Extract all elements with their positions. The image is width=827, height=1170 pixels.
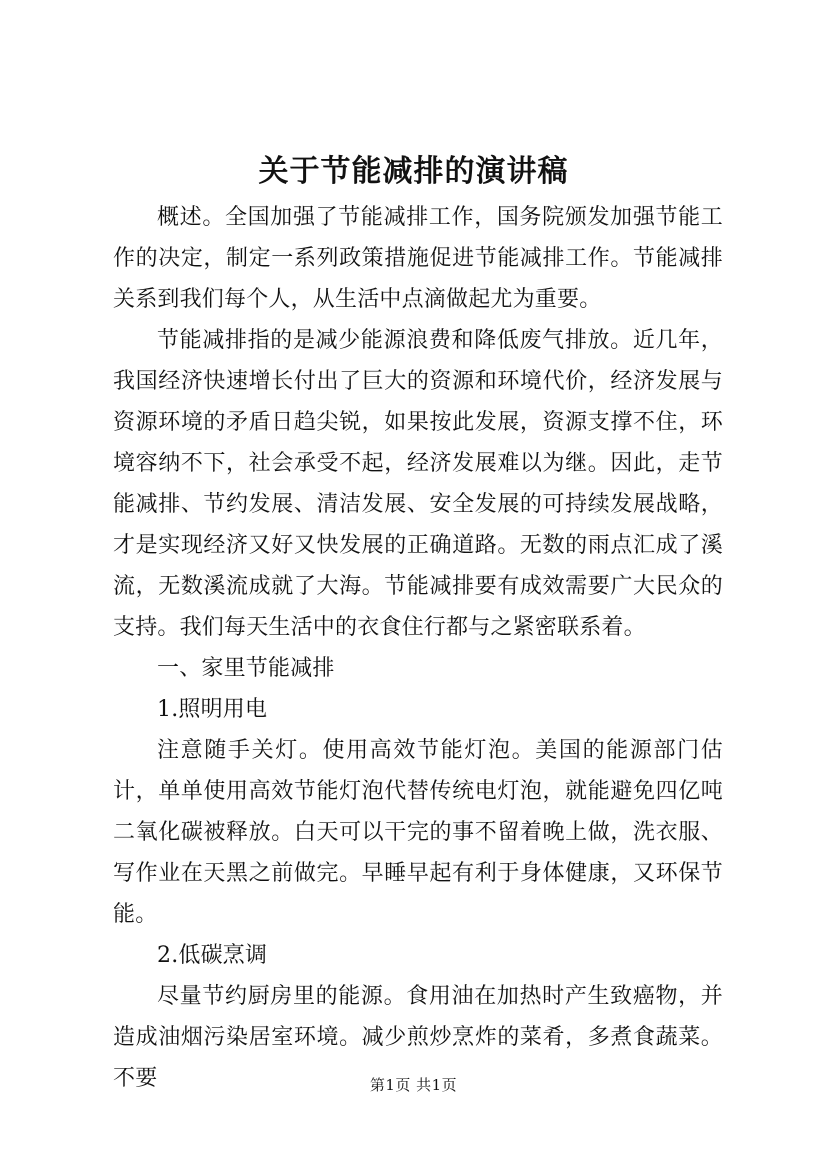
paragraph-cooking: 尽量节约厨房里的能源。食用油在加热时产生致癌物，并造成油烟污染居室环境。减少煎炒烹炸的菜肴，多煮食蔬菜。不要: [113, 984, 723, 1091]
paragraph-overview: 概述。全国加强了节能减排工作，国务院颁发加强节能工作的决定，制定一系列政策措施促进节能减排工作。节能减排关系到我们每个人，从生活中点滴做起尤为重要。: [113, 205, 723, 312]
subheading-lighting: 1.照明用电: [157, 697, 268, 722]
subheading-cooking: 2.低碳烹调: [157, 943, 268, 968]
paragraph-lighting: 注意随手关灯。使用高效节能灯泡。美国的能源部门估计，单单使用高效节能灯泡代替传统电灯泡，就能避免四亿吨二氧化碳被释放。白天可以干完的事不留着晚上做，洗衣服、写作业在天黑之前做完。早睡早起有利于身体健康，又环保节能。: [113, 738, 723, 927]
paragraph-definition: 节能减排指的是减少能源浪费和降低废气排放。近几年，我国经济快速增长付出了巨大的资源和环境代价，经济发展与资源环境的矛盾日趋尖锐，如果按此发展，资源支撑不住，环境容纳不下，社会承受不起，经济发展难以为继。因此，走节能减排、节约发展、清洁发展、安全发展的可持续发展战略，才是实现经济又好又快发展的正确道路。无数的雨点汇成了溪流，无数溪流成就了大海。节能减排要有成效需要广大民众的支持。我们每天生活中的衣食住行都与之紧密联系着。: [113, 328, 723, 640]
document-body: [113, 197, 723, 1099]
document-title: 关于节能减排的演讲稿: [258, 154, 569, 189]
page-number-footer: 第1页 共1页: [369, 1076, 458, 1094]
section-heading-home: 一、家里节能减排: [157, 656, 335, 681]
